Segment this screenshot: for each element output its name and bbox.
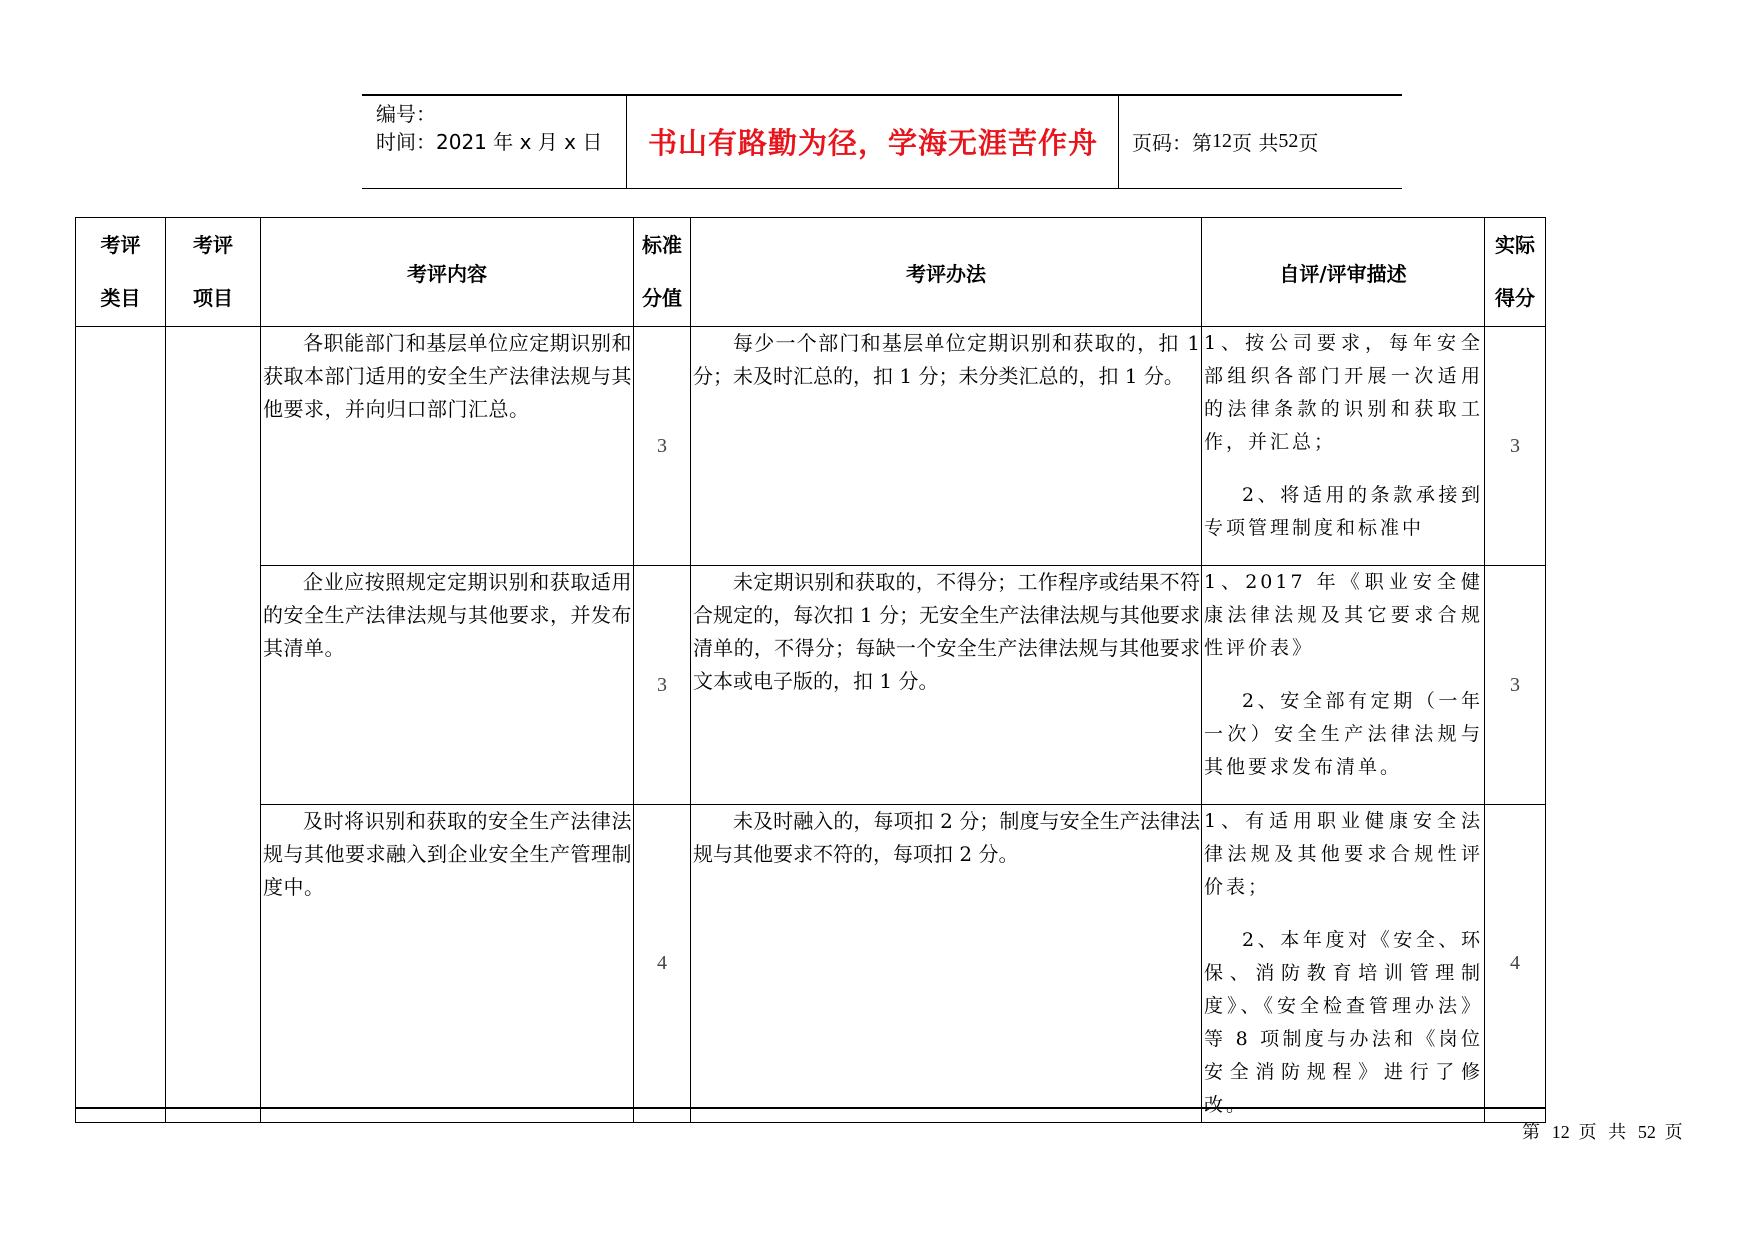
table-row <box>76 566 1546 805</box>
standard-score-cell: 4 <box>634 805 691 1123</box>
header-page-mid: 页 共 <box>1232 131 1279 155</box>
header-page-suffix: 页 <box>1298 131 1319 155</box>
method-cell <box>691 566 1202 805</box>
content-cell <box>261 566 634 805</box>
header-divider-right <box>1118 95 1119 188</box>
method-cell <box>691 327 1202 566</box>
header-actual-score: 实际得分 <box>1485 218 1546 327</box>
header-page-info <box>1132 95 1318 188</box>
table-row <box>76 327 1546 566</box>
table-bottom-rule <box>75 1107 1545 1109</box>
footer-suffix: 页 <box>1655 1122 1686 1143</box>
evaluation-table <box>75 217 1546 1123</box>
table-row <box>76 805 1546 1123</box>
header-description: 自评/评审描述 <box>1202 218 1485 327</box>
method-text: 未定期识别和获取的，不得分；工作程序或结果不符合规定的，每次扣 1 分；无安全生产法律法规与其他要求清单的，不得分；每缺一个安全生产法律法规与其他要求文本或电子版的，扣 1 分。 <box>693 570 1200 693</box>
actual-score-cell: 3 <box>1485 566 1546 805</box>
method-text: 每少一个部门和基层单位定期识别和获取的，扣 1 分；未及时汇总的，扣 1 分；未分类汇总的，扣 1 分。 <box>693 331 1200 388</box>
header-number-label: 编号： <box>376 102 436 126</box>
footer-prefix: 第 <box>1522 1122 1552 1143</box>
description-cell <box>1202 566 1485 805</box>
footer-mid: 页 共 <box>1569 1122 1638 1143</box>
standard-score-cell: 3 <box>634 327 691 566</box>
footer-total-pages: 52 <box>1637 1122 1656 1142</box>
content-text: 及时将识别和获取的安全生产法律法规与其他要求融入到企业安全生产管理制度中。 <box>263 809 632 899</box>
content-text: 企业应按照规定定期识别和获取适用的安全生产法律法规与其他要求，并发布其清单。 <box>263 570 632 660</box>
header-method: 考评办法 <box>691 218 1202 327</box>
content-cell <box>261 327 634 566</box>
actual-score-cell: 4 <box>1485 805 1546 1123</box>
standard-score-cell: 3 <box>634 566 691 805</box>
actual-score-cell: 3 <box>1485 327 1546 566</box>
page-footer <box>1522 1118 1686 1144</box>
item-cell <box>166 327 261 1123</box>
header-meta <box>376 100 602 156</box>
header-category: 考评类目 <box>76 218 166 327</box>
description-point-2: 2、将适用的条款承接到专项管理制度和标准中 <box>1204 484 1483 539</box>
description-cell <box>1202 327 1485 566</box>
description-point-1: 1、按公司要求，每年安全部组织各部门开展一次适用的法律条款的识别和获取工作，并汇总； <box>1204 332 1483 453</box>
header-divider-left <box>626 95 627 188</box>
header-time-label: 时间：2021 年 x 月 x 日 <box>376 130 603 154</box>
header-item: 考评项目 <box>166 218 261 327</box>
table-header-row <box>76 218 1546 327</box>
header-page-total: 52 <box>1278 130 1299 152</box>
footer-current-page: 12 <box>1551 1122 1570 1142</box>
method-cell <box>691 805 1202 1123</box>
header-page-prefix: 页码：第 <box>1132 131 1212 155</box>
header-bottom-rule <box>362 188 1402 189</box>
header-page-current: 12 <box>1212 130 1232 152</box>
description-point-2: 2、安全部有定期（一年一次）安全生产法律法规与其他要求发布清单。 <box>1204 690 1483 778</box>
header-standard-score: 标准分值 <box>634 218 691 327</box>
header-motto: 书山有路勤为径，学海无涯苦作舟 <box>647 126 1098 160</box>
content-text: 各职能部门和基层单位应定期识别和获取本部门适用的安全生产法律法规与其他要求，并向归口部门汇总。 <box>263 331 632 421</box>
category-cell <box>76 327 166 1123</box>
header-content: 考评内容 <box>261 218 634 327</box>
description-point-2: 2、本年度对《安全、环保、消防教育培训管理制度》、《安全检查管理办法》等 8 项制度与办法和《岗位安全消防规程》进行了修改。 <box>1204 929 1483 1116</box>
description-cell <box>1202 805 1485 1123</box>
method-text: 未及时融入的，每项扣 2 分；制度与安全生产法律法规与其他要求不符的，每项扣 2 分。 <box>693 809 1200 866</box>
description-point-1: 1、2017 年《职业安全健康法律法规及其它要求合规性评价表》 <box>1204 571 1483 659</box>
description-point-1: 1、有适用职业健康安全法律法规及其他要求合规性评价表； <box>1204 810 1483 898</box>
content-cell <box>261 805 634 1123</box>
